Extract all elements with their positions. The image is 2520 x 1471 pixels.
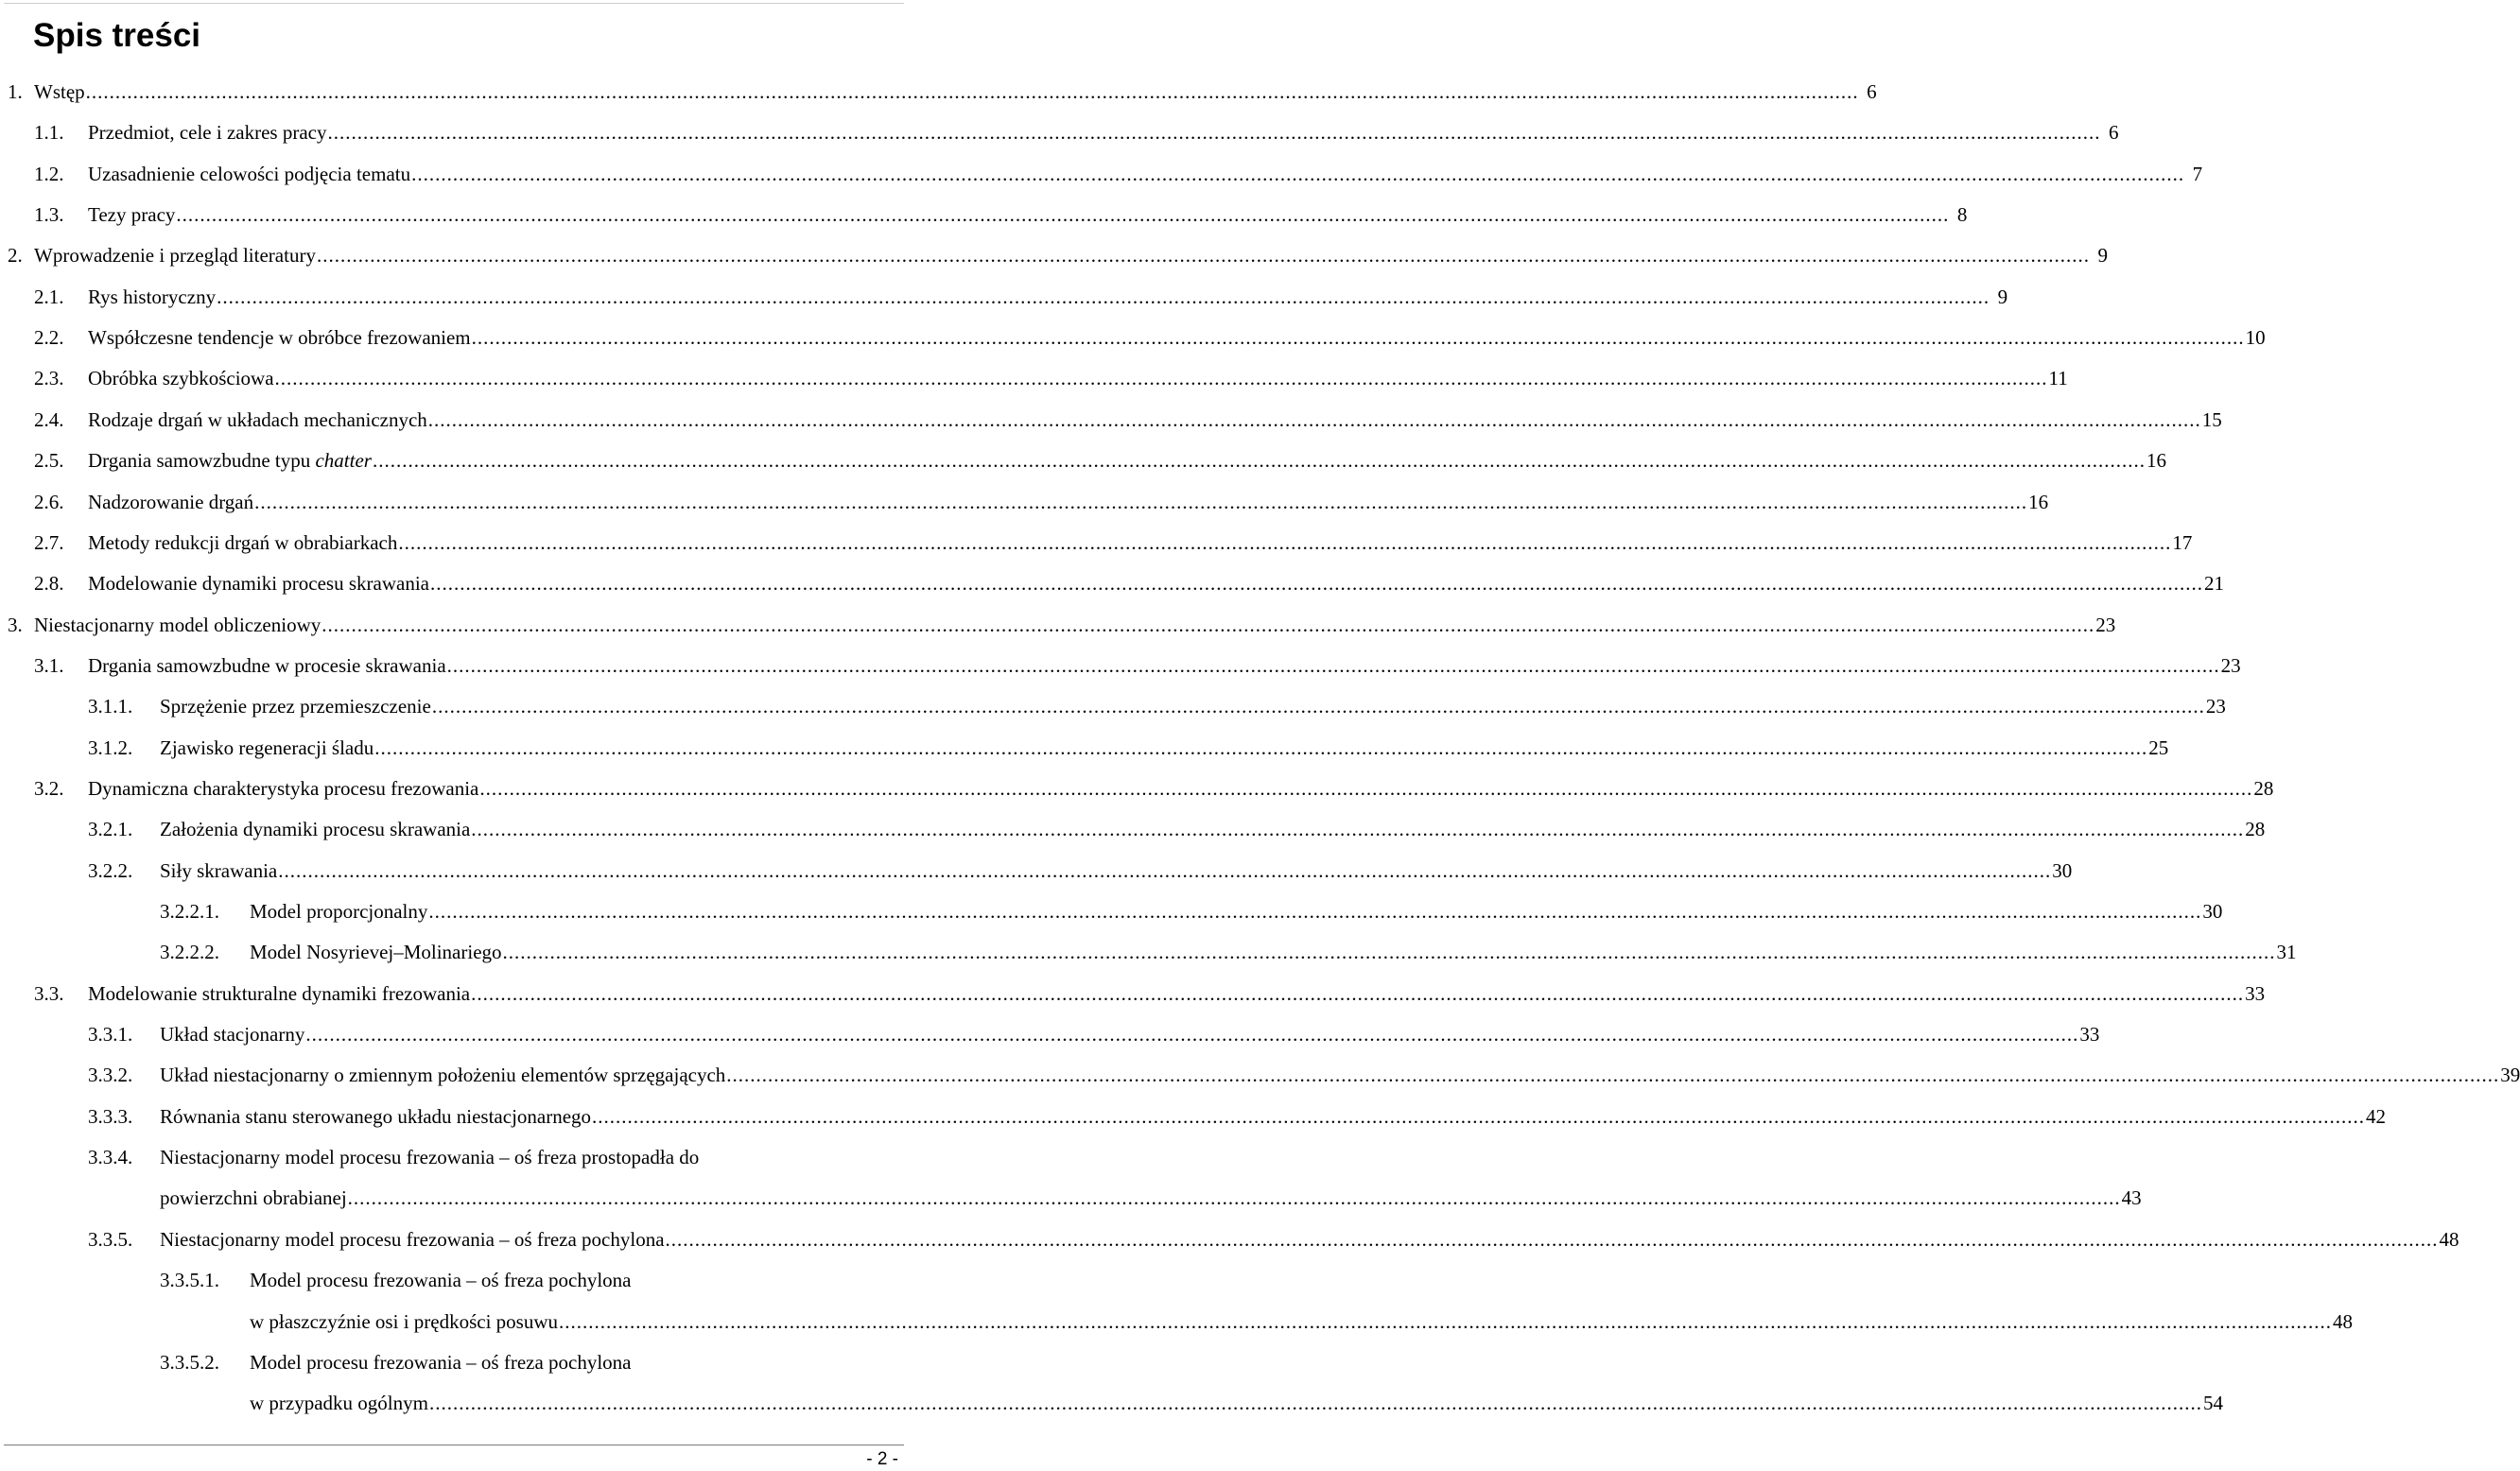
dot-leader: ............................................................................................................................................................................................................................................................................................................ xyxy=(322,613,2095,636)
dot-leader: ............................................................................................................................................................................................................................................................................................................ xyxy=(217,285,1990,308)
toc-entry-page: 39 xyxy=(2500,1064,2520,1087)
toc-entry[interactable] xyxy=(0,686,2226,727)
toc-entry-page: 25 xyxy=(2148,736,2169,759)
dot-leader: ............................................................................................................................................................................................................................................................................................................ xyxy=(398,530,2172,554)
toc-entry[interactable] xyxy=(0,318,2266,358)
toc-entry[interactable] xyxy=(0,441,2166,481)
dot-leader: ............................................................................................................................................................................................................................................................................................................ xyxy=(471,981,2245,1005)
toc-entry-page: 9 xyxy=(2097,244,2108,268)
page-number: - 2 - xyxy=(866,1449,898,1469)
toc-entry[interactable] xyxy=(0,1137,908,1178)
toc-entry-title: Układ niestacjonarny o zmiennym położeniu elementów sprzęgających xyxy=(160,1064,726,1087)
dot-leader: ............................................................................................................................................................................................................................................................................................................ xyxy=(427,407,2201,431)
toc-entry-number: 3.2.2.2. xyxy=(160,941,219,964)
toc-entry-page: 21 xyxy=(2203,572,2224,596)
dot-leader: ............................................................................................................................................................................................................................................................................................................ xyxy=(411,162,2185,185)
toc-entry[interactable] xyxy=(0,482,2049,523)
toc-entry-page: 48 xyxy=(2439,1227,2459,1251)
toc-entry-title: Tezy pracy xyxy=(88,203,176,227)
dot-leader: ............................................................................................................................................................................................................................................................................................................ xyxy=(446,653,2220,677)
toc-entry-number: 3.1.2. xyxy=(88,736,133,759)
toc-entry[interactable] xyxy=(0,195,1968,235)
toc-entry-title: Niestacjonarny model obliczeniowy xyxy=(34,613,322,636)
toc-entry-title: Model procesu frezowania – oś freza pochylona xyxy=(250,1269,632,1292)
toc-entry-title: Przedmiot, cele i zakres pracy xyxy=(88,121,327,145)
toc-entry-title: w płaszczyźnie osi i prędkości posuwu xyxy=(250,1309,559,1333)
toc-entry-number: 2.4. xyxy=(34,407,64,431)
toc-entry-page: 15 xyxy=(2201,407,2222,431)
dot-leader: ............................................................................................................................................................................................................................................................................................................ xyxy=(278,858,2052,882)
toc-entry-number: 2. xyxy=(8,244,23,268)
toc-entry-number: 2.8. xyxy=(34,572,64,596)
toc-entry-title: Uzasadnienie celowości podjęcia tematu xyxy=(88,162,411,185)
toc-entry-title: Drgania samowzbudne typu chatter xyxy=(88,449,372,473)
dot-leader: ............................................................................................................................................................................................................................................................................................................ xyxy=(726,1064,2500,1087)
toc-entry-title: Rys historyczny xyxy=(88,285,217,308)
toc-entry-number: 3.3.5. xyxy=(88,1227,133,1251)
toc-entry-page: 54 xyxy=(2202,1392,2223,1415)
toc-entry-page: 43 xyxy=(2121,1186,2142,1210)
toc-entry-title: Wstęp xyxy=(34,80,85,103)
dot-leader: ............................................................................................................................................................................................................................................................................................................ xyxy=(347,1186,2121,1210)
toc-entry-number: 3.3. xyxy=(34,981,64,1005)
toc-entry-title: Zjawisko regeneracji śladu xyxy=(160,736,374,759)
dot-leader: ............................................................................................................................................................................................................................................................................................................ xyxy=(471,818,2245,841)
dot-leader: ............................................................................................................................................................................................................................................................................................................ xyxy=(176,203,1950,227)
toc-entry-page: 17 xyxy=(2172,530,2193,554)
toc-entry-number: 3. xyxy=(8,613,23,636)
toc-entry[interactable] xyxy=(0,1220,2459,1260)
toc-entry[interactable] xyxy=(0,235,2108,276)
toc-entry-title: Nadzorowanie drgań xyxy=(88,490,254,513)
dot-leader: ............................................................................................................................................................................................................................................................................................................ xyxy=(372,449,2146,473)
toc-entry[interactable] xyxy=(0,358,2068,399)
toc-entry[interactable] xyxy=(0,646,2241,686)
toc-entry-number: 3.3.4. xyxy=(88,1146,133,1169)
toc-entry-number: 3.1.1. xyxy=(88,695,133,718)
toc-entry[interactable] xyxy=(0,1383,2223,1424)
toc-entry[interactable] xyxy=(0,1178,2142,1219)
toc-entry-number: 3.1. xyxy=(34,653,64,677)
toc-entry-number: 1. xyxy=(8,80,23,103)
dot-leader: ............................................................................................................................................................................................................................................................................................................ xyxy=(665,1227,2439,1251)
dot-leader: ............................................................................................................................................................................................................................................................................................................ xyxy=(592,1104,2366,1128)
toc-entry-number: 2.1. xyxy=(34,285,64,308)
toc-entry-number: 1.3. xyxy=(34,203,64,227)
toc-entry-number: 3.2.2.1. xyxy=(160,900,219,923)
toc-entry-page: 30 xyxy=(2202,900,2223,923)
dot-leader: ............................................................................................................................................................................................................................................................................................................ xyxy=(429,572,2203,596)
dot-leader: ............................................................................................................................................................................................................................................................................................................ xyxy=(254,490,2028,513)
toc-entry[interactable] xyxy=(0,932,2297,973)
toc-entry-page: 33 xyxy=(2245,981,2266,1005)
toc-entry[interactable] xyxy=(0,1097,2387,1137)
toc-entry-title: Dynamiczna charakterystyka procesu frezowania xyxy=(88,776,479,800)
toc-entry-number: 3.3.2. xyxy=(88,1064,133,1087)
toc-entry-title: Wprowadzenie i przegląd literatury xyxy=(34,244,316,268)
toc-entry-page: 16 xyxy=(2028,490,2049,513)
toc-entry-page: 16 xyxy=(2146,449,2166,473)
toc-entry-title: Sprzężenie przez przemieszczenie xyxy=(160,695,431,718)
toc-entry-title: w przypadku ogólnym xyxy=(250,1392,428,1415)
toc-entry-page: 6 xyxy=(1867,80,1877,103)
toc-entry[interactable] xyxy=(0,1014,2100,1055)
toc-entry-page: 31 xyxy=(2276,941,2297,964)
toc-entry-number: 2.5. xyxy=(34,449,64,473)
toc-entry[interactable] xyxy=(0,809,2266,850)
toc-entry-title: Założenia dynamiki procesu skrawania xyxy=(160,818,471,841)
toc-entry-number: 1.1. xyxy=(34,121,64,145)
toc-entry-title: Współczesne tendencje w obróbce frezowaniem xyxy=(88,326,471,350)
toc-entry-title: Siły skrawania xyxy=(160,858,278,882)
toc-entry-title: powierzchni obrabianej xyxy=(160,1186,347,1210)
toc-entry-title: Model Nosyrievej–Molinariego xyxy=(250,941,502,964)
dot-leader: ............................................................................................................................................................................................................................................................................................................ xyxy=(559,1309,2333,1333)
toc-entry-number: 2.2. xyxy=(34,326,64,350)
toc-entry-title-italic: chatter xyxy=(315,449,372,473)
toc-entry-number: 3.3.1. xyxy=(88,1023,133,1047)
dot-leader: ............................................................................................................................................................................................................................................................................................................ xyxy=(428,1392,2202,1415)
toc-entry-title: Układ stacjonarny xyxy=(160,1023,305,1047)
toc-entry-number: 2.7. xyxy=(34,530,64,554)
toc-entry-title: Obróbka szybkościowa xyxy=(88,367,274,390)
dot-leader: ............................................................................................................................................................................................................................................................................................................ xyxy=(431,695,2205,718)
dot-leader: ............................................................................................................................................................................................................................................................................................................ xyxy=(327,121,2101,145)
dot-leader: ............................................................................................................................................................................................................................................................................................................ xyxy=(502,941,2276,964)
toc-entry-page: 23 xyxy=(2095,613,2116,636)
dot-leader: ............................................................................................................................................................................................................................................................................................................ xyxy=(428,900,2202,923)
dot-leader: ............................................................................................................................................................................................................................................................................................................ xyxy=(471,326,2245,350)
toc-entry-title: Rodzaje drgań w układach mechanicznych xyxy=(88,407,427,431)
toc-entry-number: 3.3.5.1. xyxy=(160,1269,219,1292)
dot-leader: ............................................................................................................................................................................................................................................................................................................ xyxy=(316,244,2090,268)
toc-entry[interactable] xyxy=(0,1302,2354,1342)
toc-entry-page: 42 xyxy=(2366,1104,2387,1128)
toc-entry[interactable] xyxy=(0,72,1877,112)
toc-entry-page: 28 xyxy=(2245,818,2266,841)
toc-entry-page: 8 xyxy=(1956,203,1968,227)
toc-entry[interactable] xyxy=(0,1055,2520,1096)
page-title: Spis treści xyxy=(33,17,201,54)
toc-entry-page: 33 xyxy=(2079,1023,2100,1047)
toc-entry-page: 23 xyxy=(2220,653,2241,677)
dot-leader: ............................................................................................................................................................................................................................................................................................................ xyxy=(85,80,1859,103)
dot-leader: ............................................................................................................................................................................................................................................................................................................ xyxy=(479,776,2253,800)
toc-entry[interactable] xyxy=(0,728,2169,769)
toc-entry[interactable] xyxy=(0,1260,908,1301)
toc-entry-page: 28 xyxy=(2253,776,2274,800)
toc-entry-page: 9 xyxy=(1997,285,2008,308)
toc-entry-title: Metody redukcji drgań w obrabiarkach xyxy=(88,530,398,554)
toc-entry-page: 23 xyxy=(2205,695,2226,718)
toc-entry[interactable] xyxy=(0,563,2224,604)
toc-entry-title: Niestacjonarny model procesu frezowania – oś freza prostopadła do xyxy=(160,1146,700,1169)
toc-entry[interactable] xyxy=(0,974,2266,1014)
toc-entry-number: 3.3.3. xyxy=(88,1104,133,1128)
toc-entry[interactable] xyxy=(0,1342,908,1383)
toc-entry-page: 10 xyxy=(2245,326,2266,350)
toc-entry-title: Drgania samowzbudne w procesie skrawania xyxy=(88,653,446,677)
toc-entry-title: Model proporcjonalny xyxy=(250,900,428,923)
toc-entry[interactable] xyxy=(0,277,2008,318)
toc-entry-page: 7 xyxy=(2192,162,2203,185)
toc-entry[interactable] xyxy=(0,154,2203,195)
dot-leader: ............................................................................................................................................................................................................................................................................................................ xyxy=(274,367,2048,390)
toc-entry-title: Model procesu frezowania – oś freza pochylona xyxy=(250,1350,632,1374)
toc-entry[interactable] xyxy=(0,112,2119,153)
toc-entry[interactable] xyxy=(0,891,2223,932)
toc-entry-page: 11 xyxy=(2048,367,2068,390)
dot-leader: ............................................................................................................................................................................................................................................................................................................ xyxy=(305,1023,2079,1047)
toc-entry[interactable] xyxy=(0,605,2116,646)
toc-entry[interactable] xyxy=(0,523,2193,563)
toc-entry[interactable] xyxy=(0,769,2274,809)
toc-entry-title: Niestacjonarny model procesu frezowania – oś freza pochylona xyxy=(160,1227,665,1251)
toc-entry-number: 3.3.5.2. xyxy=(160,1350,219,1374)
toc-entry-page: 6 xyxy=(2108,121,2119,145)
toc-entry-number: 1.2. xyxy=(34,162,64,185)
toc-entry[interactable] xyxy=(0,400,2222,441)
toc-entry-title: Modelowanie dynamiki procesu skrawania xyxy=(88,572,429,596)
toc-entry-title: Modelowanie strukturalne dynamiki frezowania xyxy=(88,981,471,1005)
toc-entry-number: 3.2.2. xyxy=(88,858,133,882)
dot-leader: ............................................................................................................................................................................................................................................................................................................ xyxy=(374,736,2148,759)
toc-entry-number: 2.3. xyxy=(34,367,64,390)
toc-entry-title: Równania stanu sterowanego układu niestacjonarnego xyxy=(160,1104,592,1128)
toc-entry[interactable] xyxy=(0,851,2073,891)
toc-entry-page: 48 xyxy=(2333,1309,2354,1333)
toc-entry-number: 3.2.1. xyxy=(88,818,133,841)
toc-entry-page: 30 xyxy=(2052,858,2073,882)
toc-entry-number: 3.2. xyxy=(34,776,64,800)
toc-entry-number: 2.6. xyxy=(34,490,64,513)
top-divider xyxy=(4,3,904,4)
